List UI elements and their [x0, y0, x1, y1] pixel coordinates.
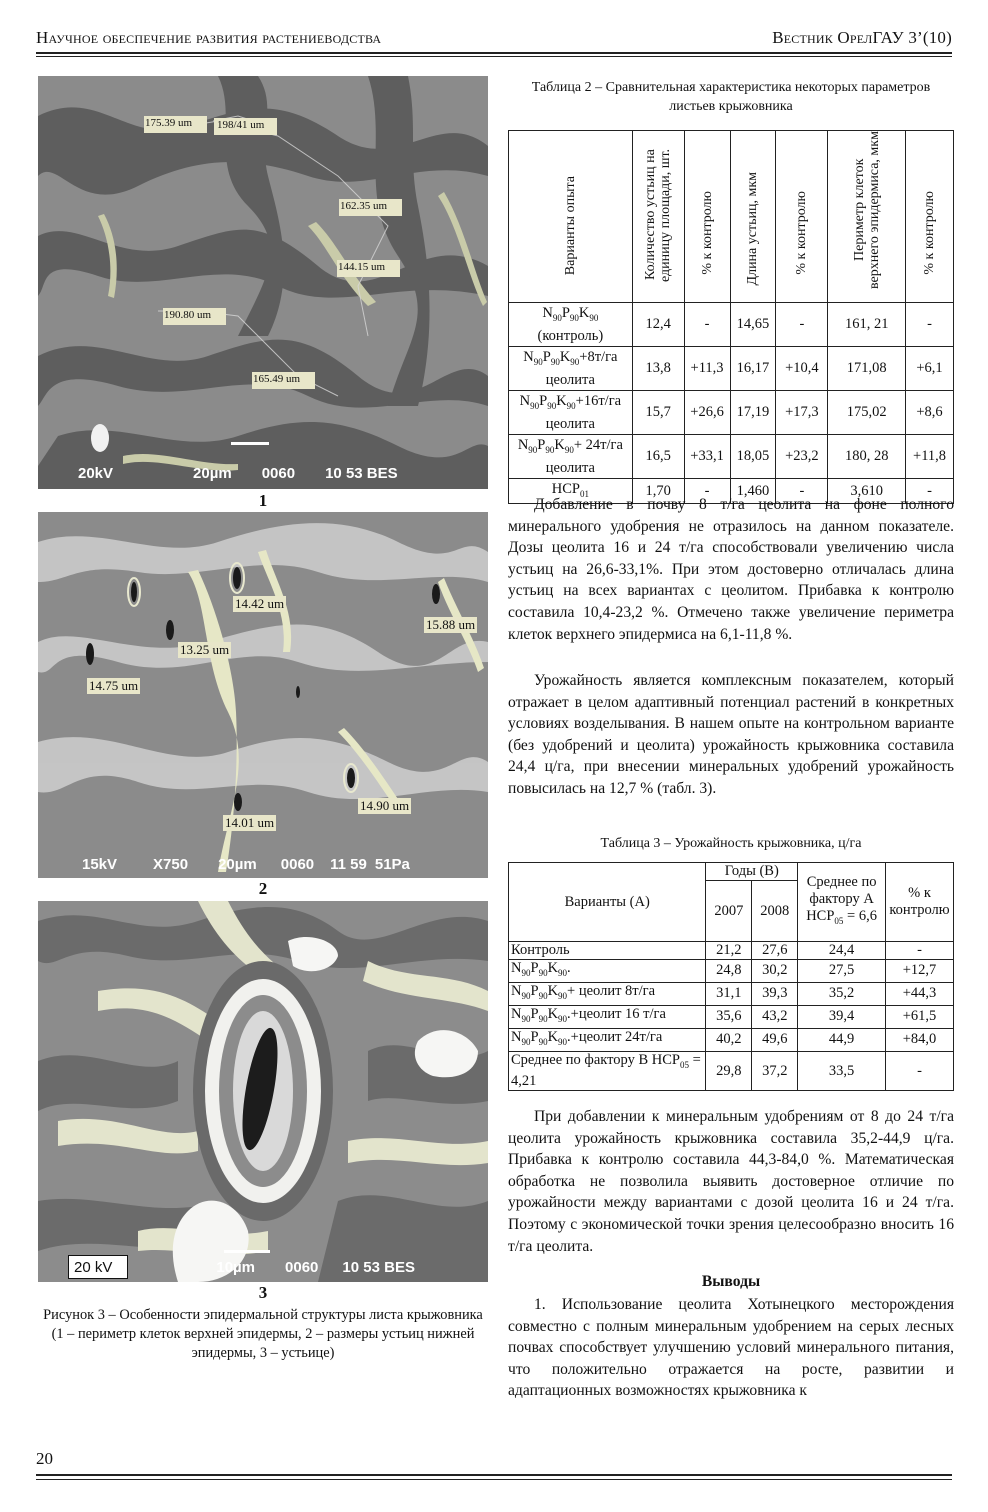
- sem-magnification: X750: [153, 855, 189, 873]
- stomata-label-6: 14.01 um: [225, 815, 275, 830]
- table3-value-cell: 30,2: [752, 960, 798, 983]
- table3-value-cell: -: [885, 1051, 953, 1091]
- table3-value-cell: 43,2: [752, 1005, 798, 1028]
- measure-text-5: 190.80 um: [164, 309, 212, 321]
- table3-value-cell: +44,3: [885, 982, 953, 1005]
- table3-value-cell: 44,9: [798, 1028, 886, 1051]
- table3-variant-cell: $N_{90}P_{90}K_{90}+$ цеолит 8т/га: [509, 982, 706, 1005]
- table2-header-cell: Варианты опыта: [509, 131, 633, 303]
- table2-value-cell: -: [906, 303, 954, 347]
- table3-header-variants: Варианты (А): [509, 863, 706, 942]
- table3-value-cell: 24,4: [798, 942, 886, 960]
- table2-value-cell: +26,6: [684, 390, 730, 434]
- paragraph-3: При добавлении к минеральным удобрениям от 8 до 24 т/га цеолита урожайность крыжовника составила 35,2-44,9 ц/га. Прибавка к контролю составила 44,3-84,0 %. Математическая обработка не позволила выявить достоверное отличие по урожайности между вариантами с дозой цеолита 16 и 24 т/га. Поэтому с экономической точки зрения целесообразно вносить 16 т/га цеолита.: [508, 1108, 954, 1255]
- table-row: [509, 1005, 954, 1028]
- table3-value-cell: 37,2: [752, 1051, 798, 1091]
- table2-variant-cell: $N_{90}P_{90}K_{90}$ (контроль): [509, 303, 633, 347]
- table3: [508, 862, 954, 1091]
- table2: [508, 130, 954, 504]
- measure-text-1: 175.39 um: [145, 117, 193, 129]
- sem-id: 0060: [261, 464, 296, 482]
- table2-value-cell: 175,02: [828, 390, 906, 434]
- sem-scale: 20µm: [193, 464, 232, 482]
- table2-value-cell: +8,6: [906, 390, 954, 434]
- table3-value-cell: +12,7: [885, 960, 953, 983]
- table3-value-cell: 49,6: [752, 1028, 798, 1051]
- table2-value-cell: 3,610: [828, 478, 906, 504]
- table3-header-2008: 2008: [752, 881, 798, 942]
- table3-variant-cell: Контроль: [509, 942, 706, 960]
- table3-value-cell: 35,6: [706, 1005, 752, 1028]
- paragraph-2: Урожайность является комплексным показателем, который отражает в целом адаптивный потенциал растений в конкретных условиях возделывания. В нашем опыте на контрольном варианте (без удобрений и цеолита) урожайность крыжовника составила 24,4 ц/га, при внесении минеральных удобрений урожайность повысилась на 12,7 % (табл. 3).: [508, 672, 954, 797]
- table2-value-cell: -: [684, 478, 730, 504]
- table2-value-cell: 14,65: [730, 303, 776, 347]
- table3-header-pct: % к контролю: [885, 863, 953, 942]
- table2-value-cell: +10,4: [776, 346, 828, 390]
- table2-variant-cell: $N_{90}P_{90}K_{90}+16т/га$ цеолита: [509, 390, 633, 434]
- table3-value-cell: 35,2: [798, 982, 886, 1005]
- paragraph-1: Добавление в почву 8 т/га цеолита на фоне полного минерального удобрения не отразилось на данном показателе. Дозы цеолита 16 и 24 т/га способствовали увеличению числа устьиц на 26,6-33,1%. При этом достоверно отличалась длина устьиц на всех вариантах с цеолитом. Прибавка к контролю составила 10,4-23,2 %. Отмечено также увеличение периметра клеток верхнего эпидермиса на 6,1-11,8 %.: [508, 496, 954, 643]
- table3-value-cell: 39,3: [752, 982, 798, 1005]
- sem-mode: 10 53 BES: [325, 464, 398, 482]
- conclusion-1: 1. Использование цеолита Хотынецкого месторождения совместно с полным минеральным удобрением на серых лесных почвах способствует улучшению условий минерального питания, что положительно отражается на росте, развитии и адаптационных возможностях крыжовника к: [508, 1296, 954, 1400]
- table2-value-cell: 17,19: [730, 390, 776, 434]
- table2-header-row: [509, 131, 954, 303]
- table3-header-row: [509, 863, 954, 881]
- table3-value-cell: 40,2: [706, 1028, 752, 1051]
- table3-variant-cell: $N_{90}P_{90}K_{90}.+цеолит$ 24т/га: [509, 1028, 706, 1051]
- table2-variant-cell: $N_{90}P_{90}K_{90}+ 24т/га$ цеолита: [509, 434, 633, 478]
- table2-variant-cell: $НСР_{01}$: [509, 478, 633, 504]
- sem-info-bar-3: [38, 1256, 488, 1278]
- table3-value-cell: 24,8: [706, 960, 752, 983]
- table-row: [509, 434, 954, 478]
- table-row: [509, 960, 954, 983]
- sem-mode: 10 53 BES: [342, 1258, 415, 1276]
- table2-variant-cell: $N_{90}P_{90}K_{90}+8т/га$ цеолита: [509, 346, 633, 390]
- sem-pressure: 51Pa: [374, 855, 410, 873]
- sem-info-bar-1: [38, 460, 488, 486]
- header-journal-title: Вестник ОрелГАУ 3’(10): [772, 28, 952, 47]
- table2-value-cell: 18,05: [730, 434, 776, 478]
- table2-value-cell: -: [906, 478, 954, 504]
- table2-value-cell: 180, 28: [828, 434, 906, 478]
- micrograph-1: [38, 76, 488, 489]
- table2-header-cell: Количество устьиц на единицу площади, шт.: [632, 131, 684, 303]
- table2-value-cell: 1,460: [730, 478, 776, 504]
- sem-scale: 20µm: [218, 855, 257, 873]
- table2-header-cell: % к контролю: [684, 131, 730, 303]
- table-row: [509, 346, 954, 390]
- table2-value-cell: +11,3: [684, 346, 730, 390]
- figure-2-number: 2: [258, 879, 268, 898]
- table3-value-cell: +84,0: [885, 1028, 953, 1051]
- measure-text-4: 144.15 um: [338, 261, 386, 273]
- sem-scale: 10µm: [216, 1258, 256, 1276]
- table2-value-cell: 16,5: [632, 434, 684, 478]
- running-header: [36, 24, 952, 48]
- table3-value-cell: 27,5: [798, 960, 886, 983]
- footer-rule: [36, 1474, 952, 1476]
- table2-header-cell: Периметр клеток верхнего эпидермиса, мкм: [828, 131, 906, 303]
- table-row: [509, 1028, 954, 1051]
- table3-header-2007: 2007: [706, 881, 752, 942]
- table2-value-cell: +23,2: [776, 434, 828, 478]
- table2-value-cell: 16,17: [730, 346, 776, 390]
- stomata-label-2: 15.88 um: [426, 617, 476, 632]
- sem-time: 11 59: [330, 855, 367, 873]
- table2-caption: Таблица 2 – Сравнительная характеристика некоторых параметров листьев крыжовника: [531, 80, 931, 114]
- header-rule: [36, 52, 952, 54]
- table2-value-cell: +11,8: [906, 434, 954, 478]
- table2-value-cell: 1,70: [632, 478, 684, 504]
- sem-id: 0060: [280, 855, 315, 873]
- sem-voltage: 20kV: [78, 464, 114, 482]
- table3-value-cell: 27,6: [752, 942, 798, 960]
- table2-value-cell: 13,8: [632, 346, 684, 390]
- scale-bar: [231, 442, 269, 445]
- table2-value-cell: 15,7: [632, 390, 684, 434]
- table2-value-cell: +6,1: [906, 346, 954, 390]
- stomata-label-3: 13.25 um: [180, 642, 230, 657]
- table2-header-cell: Длина устьиц, мкм: [730, 131, 776, 303]
- table3-value-cell: 39,4: [798, 1005, 886, 1028]
- measure-text-6: 165.49 um: [253, 373, 301, 385]
- table3-value-cell: 29,8: [706, 1051, 752, 1091]
- figure-caption: Рисунок 3 – Особенности эпидермальной структуры листа крыжовника (1 – периметр клеток верхней эпидермы, 2 – размеры устьиц нижней эпидермы, 3 – устьице): [43, 1307, 483, 1361]
- measure-text-2: 198/41 um: [217, 119, 265, 131]
- table2-value-cell: -: [776, 303, 828, 347]
- table-row: [509, 942, 954, 960]
- table3-variant-cell: $N_{90}P_{90}K_{90}$.: [509, 960, 706, 983]
- sem-info-bar-2: [38, 852, 488, 876]
- table3-header-years: Годы (В): [706, 863, 798, 881]
- header-rule-thin: [36, 56, 952, 57]
- table2-value-cell: +17,3: [776, 390, 828, 434]
- table3-caption: Таблица 3 – Урожайность крыжовника, ц/га: [600, 836, 862, 851]
- stomata-label-4: 14.75 um: [89, 678, 139, 693]
- sem-id: 0060: [285, 1258, 319, 1276]
- stomata-label-1: 14.42 um: [235, 596, 285, 611]
- table-row: [509, 1051, 954, 1091]
- table2-value-cell: +33,1: [684, 434, 730, 478]
- measure-text-3: 162.35 um: [340, 200, 388, 212]
- header-section-title: Научное обеспечение развития растениеводства: [36, 28, 382, 47]
- conclusions-heading: Выводы: [701, 1273, 761, 1290]
- micrograph-2: [38, 512, 488, 878]
- table3-value-cell: -: [885, 942, 953, 960]
- micrograph-3: [38, 901, 488, 1282]
- table2-header-cell: % к контролю: [906, 131, 954, 303]
- figure-1-number: 1: [258, 491, 268, 510]
- table3-variant-cell: Среднее по фактору В $НСР_{05} = 4,21$: [509, 1051, 706, 1091]
- sem-voltage: 20 kV: [74, 1258, 113, 1276]
- table2-header-cell: % к контролю: [776, 131, 828, 303]
- table-row: [509, 982, 954, 1005]
- footer-rule-thin: [36, 1479, 952, 1480]
- table3-header-mean: Среднее по фактору А $НСР_{05} = 6,6$: [798, 863, 886, 942]
- figure-3-number: 3: [258, 1283, 268, 1302]
- table3-value-cell: 31,1: [706, 982, 752, 1005]
- stomata-label-5: 14.90 um: [360, 798, 410, 813]
- table-row: [509, 390, 954, 434]
- table2-value-cell: -: [684, 303, 730, 347]
- table3-variant-cell: $N_{90}P_{90}K_{90}.+цеолит$ 16 т/га: [509, 1005, 706, 1028]
- sem-voltage: 15kV: [82, 855, 118, 873]
- table3-value-cell: +61,5: [885, 1005, 953, 1028]
- scale-bar: [224, 1250, 270, 1253]
- table3-value-cell: 21,2: [706, 942, 752, 960]
- table2-value-cell: 161, 21: [828, 303, 906, 347]
- page-number: 20: [36, 1449, 53, 1468]
- table2-value-cell: 12,4: [632, 303, 684, 347]
- table-row: [509, 303, 954, 347]
- table2-value-cell: 171,08: [828, 346, 906, 390]
- table3-value-cell: 33,5: [798, 1051, 886, 1091]
- table2-value-cell: -: [776, 478, 828, 504]
